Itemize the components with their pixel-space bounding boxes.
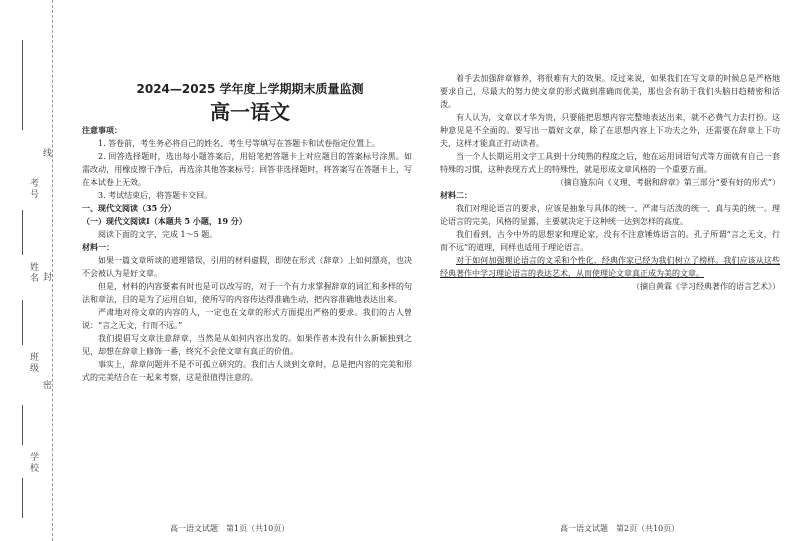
class-label: 班级 [28,352,38,374]
note-item: 2. 回答选择题时，选出每小题答案后，用铅笔把答题卡上对应题目的答案标号涂黑。如需改动，用橡皮擦干净后，再选涂其他答案标号；回答非选择题时，将答案写在答题卡上，写在本试卷上无效。 [82,152,412,187]
paragraph: 当一个人长期运用文字工具到十分纯熟的程度之后，他在运用词语句式等方面就有自己一套特殊的习惯，这种表现方式上的特殊性，就是形成文章风格的一个重要方面。 [440,152,780,174]
subsection-title: （一）现代文阅读Ⅰ（本题共 5 小题，19 分） [82,216,247,226]
binding-line [22,40,23,130]
paragraph: 对于如何加强理论语言的文采和个性化，经典作家已经为我们树立了榜样。我们应该从这些经典著作中学习理论语言的表达艺术，从而使理论文章真正成为美的文章。 [440,256,780,278]
paragraph: 我们对理论语言的要求，应该是抽象与具体的统一、严肃与活泼的统一、真与美的统一。理论语言的完美，风格的显露，主要就决定于这种统一达到怎样的高度。 [440,204,780,226]
material-label: 材料一： [82,242,114,252]
paragraph: 严肃地对待文章的内容的人，一定也在文章的形式方面提出严格的要求。我们的古人曾说：“言之无文，行而不远。” [82,308,412,330]
binding-line [22,300,23,345]
page-footer-right: 高一语文试题 第2页（共10页） [560,524,680,533]
exam-number-label: 考号 [28,178,38,200]
paragraph: 着手去加强辞章修养，将很难有大的效果。反过来说，如果我们在写文章的时候总是严格地要求自己，尽最大的努力使文章的形式做到准确而优美，那也会有助于我们头脑日趋精密和活泼。 [440,74,780,109]
material-label: 材料二： [440,190,472,200]
binding-margin [0,0,53,541]
notes-heading: 注意事项： [82,125,122,135]
note-item: 3. 考试结束后，将答题卡交回。 [98,191,213,200]
subject-title: 高一语文 [210,100,290,124]
paragraph: 如果一篇文章所谈的道理错误，引用的材料虚假，即使在形式（辞章）上如何漂亮，也决不会被认为是好文章。 [82,256,412,278]
source-citation: （摘自施东向《义理、考据和辞章》第三部分“要有好的形式”） [555,178,780,187]
section-title: 一、现代文阅读（35 分） [82,203,176,213]
paragraph: 事实上，辞章问题并不是不可孤立研究的。我们古人谈到文章时，总是把内容的完美和形式的完美结合在一起来考察，这是很值得注意的。 [82,360,412,382]
page-footer-left: 高一语文试题 第1页（共10页） [170,524,290,533]
left-column [82,124,412,384]
paragraph: 我们看到，古今中外的思想家和理论家，没有不注意锤炼语言的。孔子所谓“言之无文，行而不远”的道理，同样也适用于理论语言。 [440,230,780,252]
school-label: 学校 [28,452,38,474]
exam-title: 2024—2025 学年度上学期期末质量监测 [136,82,364,96]
paragraph: 但是，材料的内容要素有时也是可以改写的，对于一个有力求掌握辞章的词汇和多样的句法和章法，目的是为了运用自如，使所写的内容传达得准确生动，把内容准确地表达出来。 [82,282,412,304]
binding-label-line: 线 [41,148,51,159]
binding-line [22,478,23,518]
name-label: 姓名 [28,262,38,284]
binding-line [22,210,23,255]
source-citation: （摘自黄霖《学习经典著作的语言艺术》） [632,282,780,291]
note-item: 1. 答卷前，考生务必将自己的姓名、考生号等填写在答题卡和试卷指定位置上。 [98,139,381,148]
instruction: 阅读下面的文字，完成 1～5 题。 [98,230,218,239]
paragraph: 我们提倡写文章注意辞章，当然是从如何内容出发的。如果作者本没有什么新颖独到之见，却想在辞章上修饰一番，终究不会使文章有真正的价值。 [82,334,412,356]
right-column [440,72,780,293]
paragraph: 有人认为，文章以才华为贵，只要能把思想内容完整地表达出来，就不必费气力去打扮。这种意见是不全面的。要写出一篇好文章，除了在思想内容上下功夫之外，还需要在辞章上下功夫，这样才能真正打动读者。 [440,113,780,148]
binding-label-seal2: 密 [41,380,51,391]
binding-label-seal: 封 [41,272,51,283]
binding-line [22,405,23,445]
